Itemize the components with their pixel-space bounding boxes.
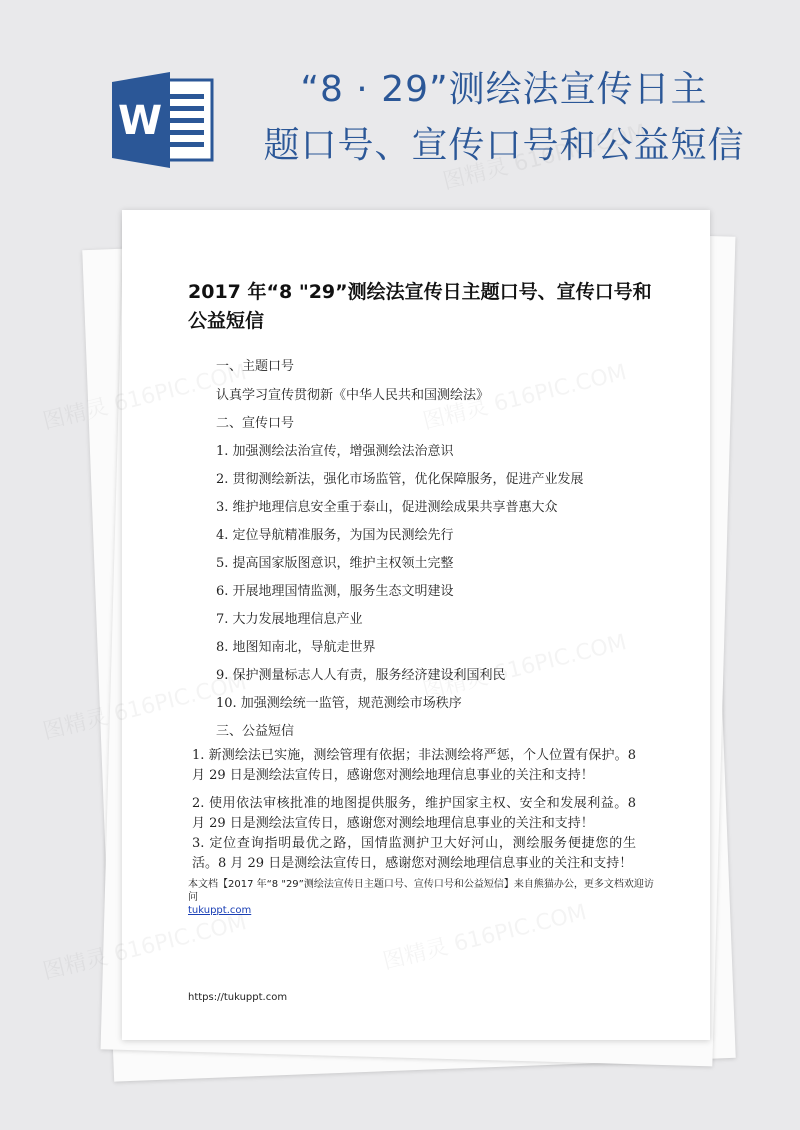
footer-note bbox=[188, 878, 658, 917]
document-title: 2017 年“8 "29”测绘法宣传日主题口号、宣传口号和公益短信 bbox=[188, 281, 652, 332]
slogan-item: 5. 提高国家版图意识，维护主权领土完整 bbox=[216, 556, 454, 571]
banner-title-line2: 题口号、宣传口号和公益短信 bbox=[263, 125, 745, 166]
word-document-icon bbox=[112, 72, 216, 168]
sms-message: 1. 新测绘法已实施，测绘管理有依据；非法测绘将严惩，个人位置有保护。8 月 29 日是测绘法宣传日，感谢您对测绘地理信息事业的关注和支持！ bbox=[192, 748, 636, 783]
footer-link[interactable]: tukuppt.com bbox=[188, 905, 252, 916]
slogan-item: 4. 定位导航精准服务，为国为民测绘先行 bbox=[216, 528, 454, 543]
section2-heading: 二、宣传口号 bbox=[216, 416, 295, 431]
footer-note-text: 本文档【2017 年“8 "29”测绘法宣传日主题口号、宣传口号和公益短信】来自熊猫办公，更多文档欢迎访问 bbox=[188, 879, 654, 903]
bottom-url: https://tukuppt.com bbox=[188, 992, 288, 1003]
slogan-item: 8. 地图知南北，导航走世界 bbox=[216, 640, 376, 655]
slogan-item: 7. 大力发展地理信息产业 bbox=[216, 612, 363, 627]
section1-heading: 一、主题口号 bbox=[216, 359, 295, 374]
section1-text: 认真学习宣传贯彻新《中华人民共和国测绘法》 bbox=[216, 388, 490, 403]
slogan-item: 2. 贯彻测绘新法，强化市场监管，优化保障服务，促进产业发展 bbox=[216, 472, 584, 487]
document-page bbox=[122, 210, 710, 1040]
slogan-item: 3. 维护地理信息安全重于泰山，促进测绘成果共享普惠大众 bbox=[216, 500, 558, 515]
section3-heading: 三、公益短信 bbox=[216, 724, 295, 739]
slogan-item: 9. 保护测量标志人人有责，服务经济建设利国利民 bbox=[216, 668, 506, 683]
banner-title-line1: “8 · 29”测绘法宣传日主 bbox=[300, 69, 708, 110]
slogan-item: 10. 加强测绘统一监管，规范测绘市场秩序 bbox=[216, 696, 462, 711]
sms-message: 3. 定位查询指明最优之路，国情监测护卫大好河山，测绘服务便捷您的生活。8 月 29 日是测绘法宣传日，感谢您对测绘地理信息事业的关注和支持！ bbox=[192, 836, 636, 871]
sms-message: 2. 使用依法审核批准的地图提供服务，维护国家主权、安全和发展利益。8 月 29 日是测绘法宣传日，感谢您对测绘地理信息事业的关注和支持！ bbox=[192, 796, 636, 831]
slogan-item: 1. 加强测绘法治宣传，增强测绘法治意识 bbox=[216, 444, 454, 459]
word-letter: W bbox=[117, 98, 163, 144]
banner-title bbox=[244, 62, 764, 174]
slogan-item: 6. 开展地理国情监测，服务生态文明建设 bbox=[216, 584, 454, 599]
